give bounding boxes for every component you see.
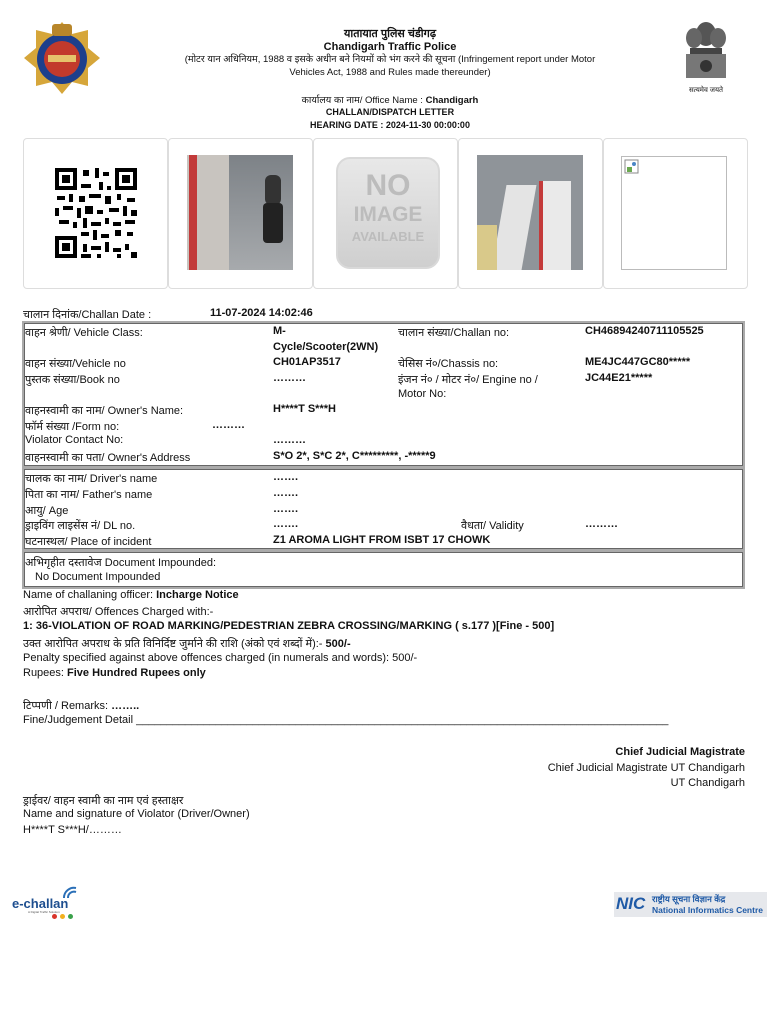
violation-photo-1 <box>187 155 293 270</box>
emblem-caption: सत्यमेव जयते <box>688 87 724 94</box>
letter-title: CHALLAN/DISPATCH LETTER <box>325 107 455 117</box>
vehicle-class-value-1: M- <box>273 325 286 337</box>
owner-address-value: S*O 2*, S*C 2*, C*********, -*****9 <box>273 450 436 462</box>
chassis-value: ME4JC447GC80***** <box>585 356 691 368</box>
challan-date-value: 11-07-2024 14:02:46 <box>210 307 313 319</box>
no-image-text-3: AVAILABLE <box>351 229 425 244</box>
signal-green-dot <box>68 914 73 919</box>
book-no-label: पुस्तक संख्या/Book no <box>25 374 120 386</box>
no-image-text-2: IMAGE <box>353 203 423 226</box>
challan-no-label: चालान संख्या/Challan no: <box>398 327 510 339</box>
act-line-1: (मोटर यान अधिनियम, 1988 व इसके अधीन बने नियमों को भंग करने की सूचना (Infringement report under Motor <box>184 54 596 65</box>
offences-label: आरोपित अपराध/ Offences Charged with:- <box>23 606 214 618</box>
rupees-value: Five Hundred Rupees only <box>67 667 206 679</box>
father-name-value: ……. <box>273 487 299 499</box>
magistrate-line-3: UT Chandigarh <box>670 777 745 789</box>
magistrate-title: Chief Judicial Magistrate <box>615 746 745 758</box>
fine-hindi-value: 500/- <box>325 638 351 650</box>
remarks-line <box>23 698 139 713</box>
nic-abbr: NIC <box>616 894 646 913</box>
fine-hindi-line <box>23 636 351 651</box>
validity-value: ……… <box>585 518 618 530</box>
signal-red-dot <box>52 914 57 919</box>
qr-code-panel <box>23 138 168 289</box>
nic-hindi: राष्ट्रीय सूचना विज्ञान केंद्र <box>652 894 726 904</box>
header-title: Chandigarh Traffic Police <box>323 41 457 53</box>
owner-address-label: वाहनस्वामी का पता/ Owner's Address <box>25 452 191 464</box>
vehicle-class-value-2: Cycle/Scooter(2WN) <box>273 341 379 353</box>
age-label: आयु/ Age <box>25 505 69 517</box>
header-act-notice <box>160 53 620 79</box>
broken-image-panel <box>603 138 748 289</box>
header-title-hindi: यातायात पुलिस चंडीगढ़ <box>343 28 437 40</box>
owner-name-value: H****T S***H <box>273 403 336 415</box>
chassis-label: चेसिस नं०/Chassis no: <box>398 358 499 370</box>
vehicle-class-label: वाहन श्रेणी/ Vehicle Class: <box>25 327 143 339</box>
office-label: कार्यालय का नाम/ Office Name : <box>301 95 426 106</box>
no-image-text-1: NO <box>365 169 411 202</box>
officer-line <box>23 589 239 601</box>
chandigarh-police-logo <box>22 18 102 96</box>
documents-value: No Document Impounded <box>35 571 161 583</box>
dl-no-value: ……. <box>273 518 299 530</box>
echallan-tagline: A Digital Traffic Solution <box>28 910 60 914</box>
dl-no-label: ड्राइविंग लाइसेंस नं/ DL no. <box>25 520 136 532</box>
remarks-value: …….. <box>111 700 140 712</box>
form-no-value: ……… <box>212 419 245 431</box>
form-no-label: फॉर्म संख्या /Form no: <box>25 421 120 433</box>
vehicle-no-label: वाहन संख्या/Vehicle no <box>25 358 126 370</box>
driver-name-label: चालक का नाम/ Driver's name <box>25 473 158 485</box>
officer-label: Name of challaning officer: <box>23 589 157 601</box>
penalty-line: Penalty specified against above offences charged (in numerals and words): 500/- <box>23 652 418 664</box>
echallan-logo <box>12 886 82 922</box>
remarks-label: टिप्पणी / Remarks: <box>23 700 112 712</box>
age-value: ……. <box>273 503 299 515</box>
owner-name-label: वाहनस्वामी का नाम/ Owner's Name: <box>25 405 184 417</box>
contact-value: ……… <box>273 434 306 446</box>
challan-date-label: चालान दिनांक/Challan Date : <box>23 309 152 321</box>
vehicle-details-box <box>22 321 745 468</box>
signature-value: H****T S***H/……… <box>23 824 122 836</box>
violation-photo-2-panel <box>458 138 603 289</box>
judgement-line: Fine/Judgement Detail _______________________________________________________________________________________ <box>23 714 669 726</box>
place-value: Z1 AROMA LIGHT FROM ISBT 17 CHOWK <box>273 534 491 546</box>
qr-code-icon <box>53 166 139 260</box>
office-name <box>160 93 620 106</box>
act-line-2: Vehicles Act, 1988 and Rules made thereunder) <box>289 67 491 78</box>
place-label: घटनास्थल/ Place of incident <box>25 536 152 548</box>
signal-yellow-dot <box>60 914 65 919</box>
broken-image-icon <box>624 159 640 175</box>
fine-hindi-label: उक्त आरोपित अपराध के प्रति विनिर्दिष्ट जुर्माने की राशि (अंको एवं शब्दों में):- <box>23 638 326 650</box>
offence-item: 1: 36-VIOLATION OF ROAD MARKING/PEDESTRIAN ZEBRA CROSSING/MARKING ( s.177 )[Fine - 500] <box>23 620 555 632</box>
engine-label-2: Motor No: <box>398 388 447 400</box>
book-no-value: ……… <box>273 372 306 384</box>
officer-value: Incharge Notice <box>156 589 239 601</box>
violation-photo-1-panel <box>168 138 313 289</box>
rupees-label: Rupees: <box>23 667 68 679</box>
documents-label: अभिगृहीत दस्तावेज Document Impounded: <box>25 557 217 569</box>
signature-label-hindi: ड्राईवर/ वाहन स्वामी का नाम एवं हस्ताक्षर <box>23 795 184 807</box>
nic-logo <box>614 892 767 917</box>
engine-label-1: इंजन नं० / मोटर नं०/ Engine no / <box>398 374 538 386</box>
magistrate-line-2: Chief Judicial Magistrate UT Chandigarh <box>547 762 745 774</box>
validity-label: वैधता/ Validity <box>461 520 524 532</box>
violation-photo-2 <box>477 155 583 270</box>
broken-image-frame <box>621 156 727 270</box>
hearing-date: HEARING DATE : 2024-11-30 00:00:00 <box>310 120 470 130</box>
nic-english: National Informatics Centre <box>652 905 763 915</box>
driver-name-value: ……. <box>273 471 299 483</box>
father-name-label: पिता का नाम/ Father's name <box>25 489 153 501</box>
echallan-text: e-challan <box>12 896 69 911</box>
vehicle-no-value: CH01AP3517 <box>273 356 341 368</box>
no-image-panel <box>313 138 458 289</box>
challan-no-value: CH46894240711105525 <box>585 325 704 337</box>
office-value: Chandigarh <box>425 95 479 106</box>
signature-label: Name and signature of Violator (Driver/Owner) <box>23 808 250 820</box>
no-image-placeholder <box>336 157 440 269</box>
contact-label: Violator Contact No: <box>25 434 124 446</box>
national-emblem-icon <box>680 16 732 88</box>
engine-value: JC44E21***** <box>585 372 653 384</box>
rupees-line <box>23 667 206 679</box>
